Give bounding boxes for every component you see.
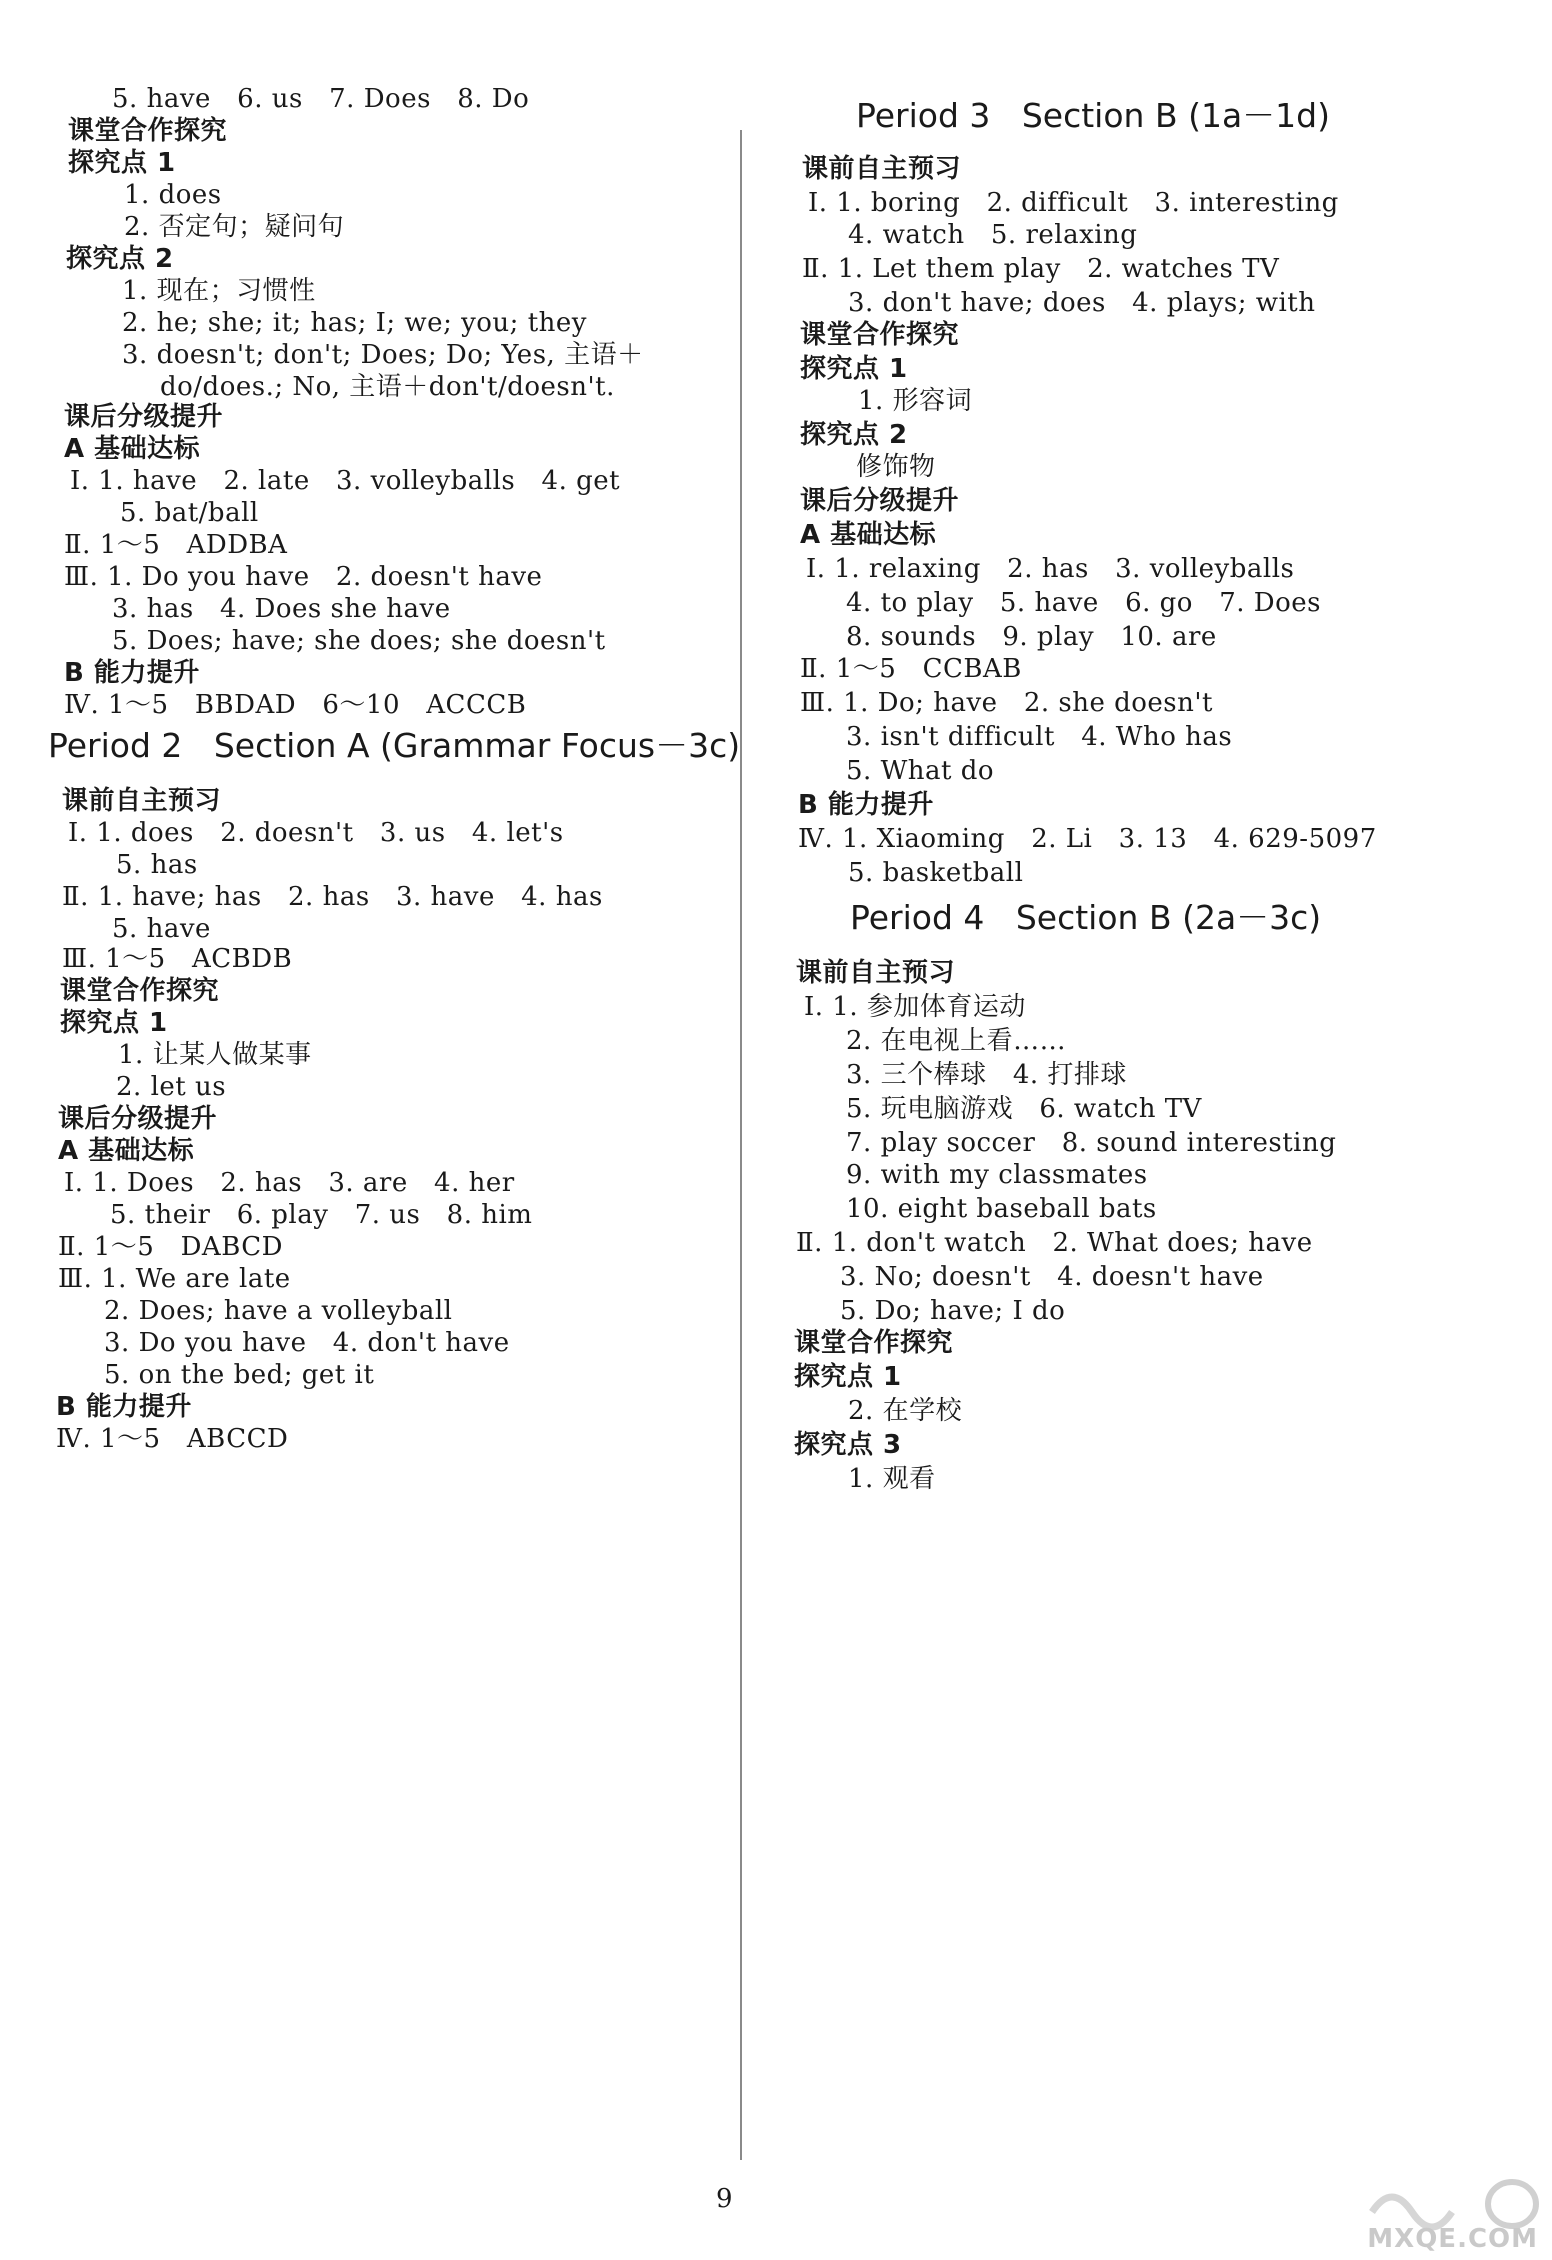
answer-line: 5. Does; have; she does; she doesn't	[112, 626, 606, 656]
section-heading: 课堂合作探究	[794, 1328, 954, 1358]
section-title: Period 4 Section B (2a－3c)	[850, 898, 1322, 937]
answer-line: 2. he; she; it; has; I; we; you; they	[122, 308, 587, 338]
section-heading: 课后分级提升	[58, 1104, 218, 1134]
answer-line: 2. let us	[116, 1072, 227, 1102]
answer-line: 5. What do	[846, 756, 995, 786]
answer-line: 3. has 4. Does she have	[112, 594, 451, 624]
section-heading: B 能力提升	[56, 1392, 192, 1422]
answer-line: 8. sounds 9. play 10. are	[846, 622, 1217, 652]
answer-line: 1. 让某人做某事	[118, 1040, 312, 1070]
answer-line: 9. with my classmates	[846, 1160, 1148, 1190]
answer-line: 1. 现在；习惯性	[122, 276, 316, 306]
answer-line: Ⅳ. 1～5 BBDAD 6～10 ACCCB	[64, 690, 527, 720]
answer-line: 5. 玩电脑游戏 6. watch TV	[846, 1094, 1202, 1124]
watermark-text: MXQE.COM	[1367, 2224, 1538, 2254]
section-heading: 探究点 3	[794, 1430, 902, 1460]
answer-line: Ⅳ. 1. Xiaoming 2. Li 3. 13 4. 629-5097	[798, 824, 1377, 854]
section-heading: B 能力提升	[798, 790, 934, 820]
section-heading: 课堂合作探究	[68, 116, 228, 146]
section-heading: 探究点 1	[68, 148, 176, 178]
answer-line: 1. 观看	[848, 1464, 936, 1494]
answer-line: 5. has	[116, 850, 198, 880]
answer-line: 5. have	[112, 914, 211, 944]
answer-line: 5. their 6. play 7. us 8. him	[110, 1200, 533, 1230]
answer-line: 3. 三个棒球 4. 打排球	[846, 1060, 1127, 1090]
section-heading: 课后分级提升	[800, 486, 960, 516]
answer-line: 修饰物	[856, 452, 936, 482]
answer-line: 5. on the bed; get it	[104, 1360, 375, 1390]
answer-line: do/does.; No, 主语＋don't/doesn't.	[160, 372, 615, 402]
answer-line: 5. have 6. us 7. Does 8. Do	[112, 84, 530, 114]
answer-line: Ⅲ. 1. We are late	[58, 1264, 291, 1294]
answer-line: Ⅲ. 1. Do; have 2. she doesn't	[800, 688, 1213, 718]
answer-line: Ⅱ. 1. Let them play 2. watches TV	[802, 254, 1280, 284]
section-heading: 探究点 2	[800, 420, 908, 450]
page-number: 9	[716, 2184, 733, 2214]
answer-line: Ⅱ. 1. don't watch 2. What does; have	[796, 1228, 1313, 1258]
section-heading: A 基础达标	[64, 434, 201, 464]
answer-line: Ⅱ. 1～5 CCBAB	[800, 654, 1022, 684]
answer-line: 1. 形容词	[858, 386, 973, 416]
answer-line: 3. don't have; does 4. plays; with	[848, 288, 1316, 318]
section-heading: A 基础达标	[58, 1136, 195, 1166]
answer-line: 2. 在学校	[848, 1396, 963, 1426]
answer-line: Ⅰ. 1. relaxing 2. has 3. volleyballs	[806, 554, 1295, 584]
section-heading: 课堂合作探究	[800, 320, 960, 350]
section-heading: 探究点 1	[60, 1008, 168, 1038]
answer-line: Ⅰ. 1. boring 2. difficult 3. interesting	[808, 188, 1339, 218]
answer-line: 3. doesn't; don't; Does; Do; Yes, 主语＋	[122, 340, 644, 370]
section-heading: B 能力提升	[64, 658, 200, 688]
answer-line: 7. play soccer 8. sound interesting	[846, 1128, 1337, 1158]
answer-line: 5. bat/ball	[120, 498, 259, 528]
answer-line: Ⅰ. 1. Does 2. has 3. are 4. her	[64, 1168, 515, 1198]
section-heading: 探究点 1	[800, 354, 908, 384]
answer-line: 1. does	[124, 180, 222, 210]
answer-line: Ⅱ. 1. have; has 2. has 3. have 4. has	[62, 882, 603, 912]
answer-line: 4. watch 5. relaxing	[848, 220, 1138, 250]
section-heading: 探究点 1	[794, 1362, 902, 1392]
answer-line: 2. Does; have a volleyball	[104, 1296, 453, 1326]
answer-line: 4. to play 5. have 6. go 7. Does	[846, 588, 1322, 618]
answer-line: 3. Do you have 4. don't have	[104, 1328, 510, 1358]
section-title: Period 3 Section B (1a－1d)	[856, 96, 1330, 135]
answer-line: Ⅰ. 1. does 2. doesn't 3. us 4. let's	[68, 818, 564, 848]
answer-line: Ⅳ. 1～5 ABCCD	[56, 1424, 289, 1454]
answer-line: Ⅲ. 1～5 ACBDB	[62, 944, 293, 974]
section-title: Period 2 Section A (Grammar Focus－3c)	[48, 726, 741, 765]
answer-line: 3. No; doesn't 4. doesn't have	[840, 1262, 1264, 1292]
section-heading: 课堂合作探究	[60, 976, 220, 1006]
answer-line: Ⅱ. 1～5 DABCD	[58, 1232, 284, 1262]
column-divider	[740, 130, 742, 2160]
answer-line: 10. eight baseball bats	[846, 1194, 1157, 1224]
answer-line: 5. basketball	[848, 858, 1024, 888]
answer-line: 2. 否定句；疑问句	[124, 212, 345, 242]
section-heading: 课前自主预习	[802, 154, 962, 184]
answer-line: Ⅰ. 1. have 2. late 3. volleyballs 4. get	[70, 466, 621, 496]
section-heading: 课前自主预习	[62, 786, 222, 816]
answer-line: 2. 在电视上看……	[846, 1026, 1067, 1056]
section-heading: A 基础达标	[800, 520, 937, 550]
section-heading: 课前自主预习	[796, 958, 956, 988]
answer-line: Ⅲ. 1. Do you have 2. doesn't have	[64, 562, 543, 592]
answer-line: Ⅰ. 1. 参加体育运动	[804, 992, 1026, 1022]
answer-line: 3. isn't difficult 4. Who has	[846, 722, 1233, 752]
answer-line: 5. Do; have; I do	[840, 1296, 1066, 1326]
section-heading: 探究点 2	[66, 244, 174, 274]
answer-line: Ⅱ. 1～5 ADDBA	[64, 530, 288, 560]
section-heading: 课后分级提升	[64, 402, 224, 432]
